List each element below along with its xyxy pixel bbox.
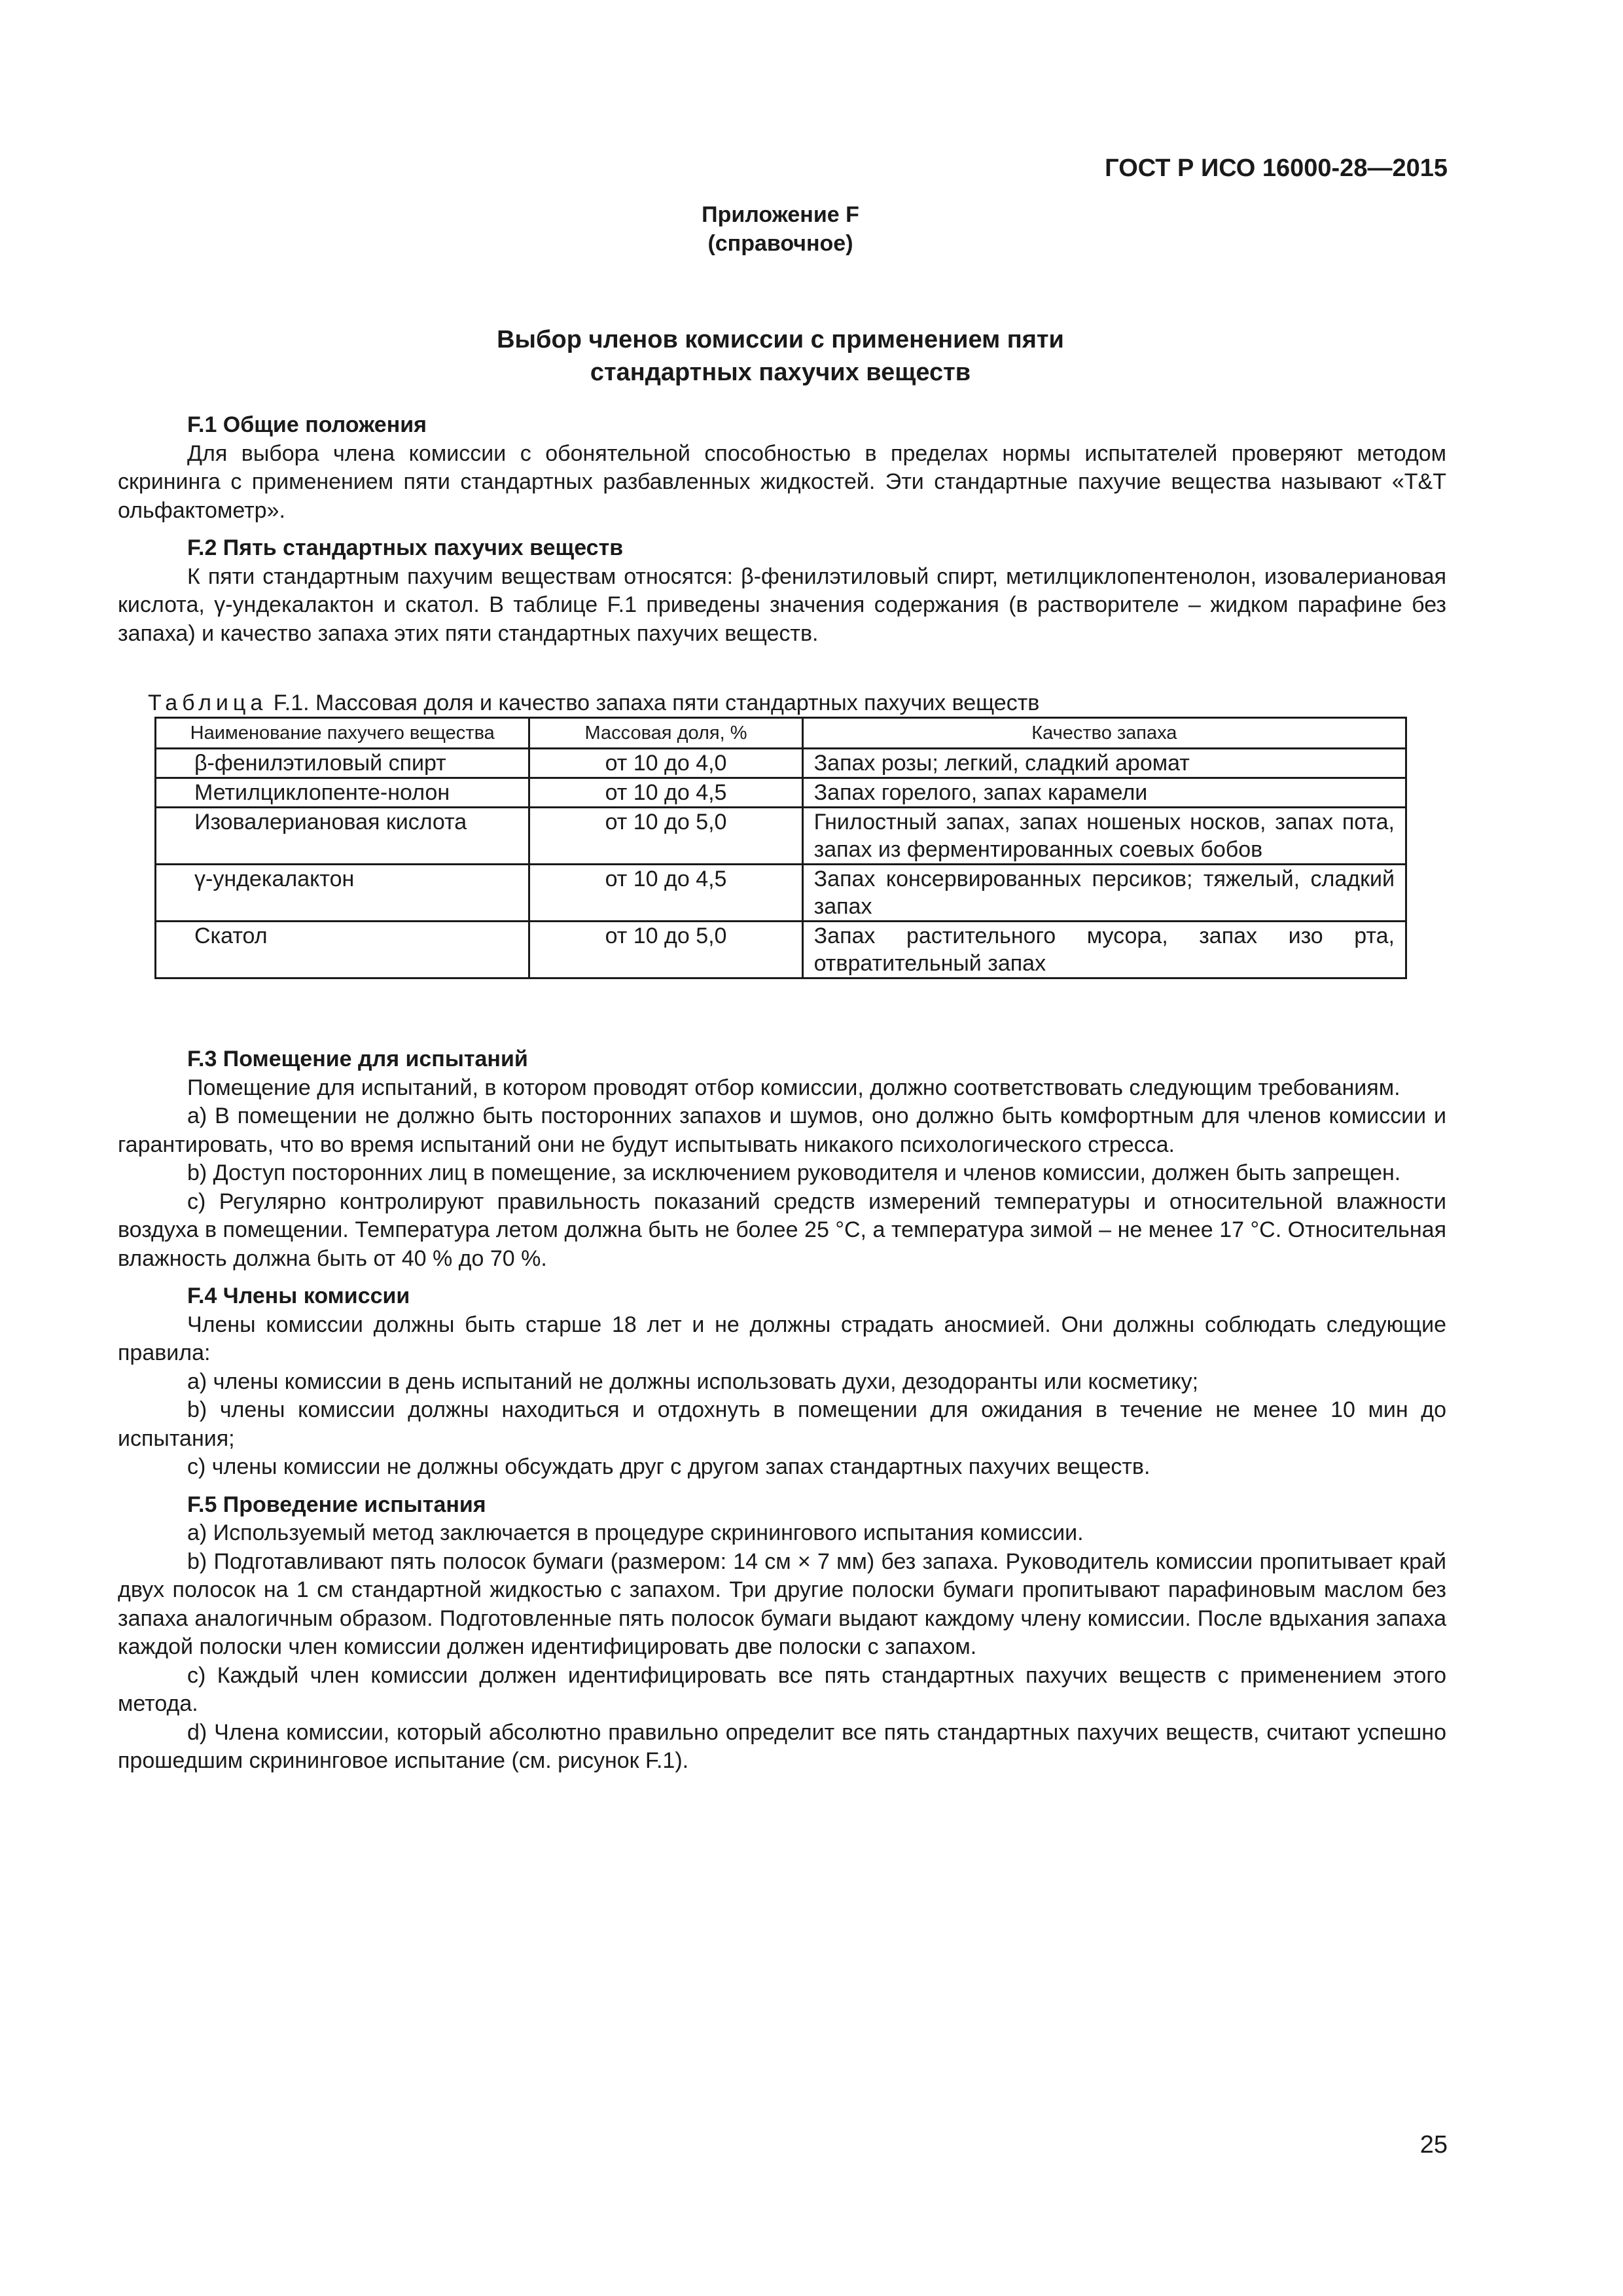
table-cell-fraction: от 10 до 4,0 bbox=[529, 749, 802, 778]
table-cell-name: β-фенилэтиловый спирт bbox=[156, 749, 529, 778]
table-caption-label: Таблица bbox=[148, 691, 268, 715]
section-f5-item-b: b) Подготавливают пять полосок бумаги (размером: 14 см × 7 мм) без запаха. Руководитель комиссии пропитывает край двух полосок на 1 см стандартной жидкостью с запахом. Три другие полоски бумаги пропитывают парафиновым маслом без запаха аналогичным образом. Подготовленные пять полосок бумаги выдают каждому члену комиссии. После вдыхания запаха каждой полоски член комиссии должен идентифицировать две полоски с запахом. bbox=[118, 1549, 1446, 1659]
table-cell-name: Скатол bbox=[156, 922, 529, 978]
title-line-2: стандартных пахучих веществ bbox=[590, 359, 971, 386]
table-row bbox=[156, 778, 1406, 808]
table-cell-name: Метилциклопенте-нолон bbox=[156, 778, 529, 808]
section-f3-f5 bbox=[118, 1045, 1446, 1776]
table-cell-quality: Гнилостный запах, запах ношеных носков, запах пота, запах из ферментированных соевых бобов bbox=[802, 808, 1406, 865]
table-caption bbox=[148, 690, 1039, 716]
page-number: 25 bbox=[1419, 2131, 1448, 2159]
section-f5-item-a: a) Используемый метод заключается в процедуре скринингового испытания комиссии. bbox=[187, 1520, 1084, 1545]
appendix-subtitle: (справочное) bbox=[707, 231, 853, 256]
table-cell-fraction: от 10 до 5,0 bbox=[529, 922, 802, 978]
section-f2-heading: F.2 Пять стандартных пахучих веществ bbox=[187, 535, 624, 560]
section-f5-item-c: c) Каждый член комиссии должен идентифицировать все пять стандартных пахучих веществ с применением этого метода. bbox=[118, 1662, 1446, 1716]
section-f4-item-b: b) члены комиссии должны находиться и отдохнуть в помещении для ожидания в течение не менее 10 мин до испытания; bbox=[118, 1397, 1446, 1451]
table-header-row bbox=[156, 718, 1406, 749]
table-caption-text: F.1. Массовая доля и качество запаха пяти стандартных пахучих веществ bbox=[267, 691, 1040, 715]
section-f3-item-b: b) Доступ посторонних лиц в помещение, за исключением руководителя и членов комиссии, должен быть запрещен. bbox=[187, 1160, 1401, 1185]
table-row bbox=[156, 808, 1406, 865]
section-f1-paragraph: Для выбора члена комиссии с обонятельной способностью в пределах нормы испытателей проверяют методом скрининга с применением пяти стандартных разбавленных жидкостей. Эти стандартные пахучие вещества называют «T&T ольфактометр». bbox=[118, 440, 1446, 523]
table-cell-quality: Запах розы; легкий, сладкий аромат bbox=[802, 749, 1406, 778]
section-f5-item-d: d) Члена комиссии, который абсолютно правильно определит все пять стандартных пахучих веществ, считают успешно прошедшим скрининговое испытание (см. рисунок F.1). bbox=[118, 1719, 1446, 1773]
table-cell-quality: Запах растительного мусора, запах изо рта, отвратительный запах bbox=[802, 922, 1406, 978]
table-cell-quality: Запах консервированных персиков; тяжелый, сладкий запах bbox=[802, 865, 1406, 922]
table-row bbox=[156, 865, 1406, 922]
table-row bbox=[156, 922, 1406, 978]
table-header-cell: Наименование пахучего вещества bbox=[156, 718, 529, 749]
table-header-cell: Массовая доля, % bbox=[529, 718, 802, 749]
section-f4-paragraph: Члены комиссии должны быть старше 18 лет и не должны страдать аносмией. Они должны соблюдать следующие правила: bbox=[118, 1312, 1446, 1365]
document-title bbox=[0, 323, 1561, 389]
table-cell-name: Изовалериановая кислота bbox=[156, 808, 529, 865]
table-cell-name: γ-ундекалактон bbox=[156, 865, 529, 922]
table-cell-fraction: от 10 до 4,5 bbox=[529, 778, 802, 808]
table-cell-fraction: от 10 до 5,0 bbox=[529, 808, 802, 865]
section-f3-paragraph: Помещение для испытаний, в котором проводят отбор комиссии, должно соответствовать следующим требованиям. bbox=[187, 1075, 1400, 1100]
title-line-1: Выбор членов комиссии с применением пяти bbox=[497, 326, 1064, 353]
standard-number: ГОСТ Р ИСО 16000-28—2015 bbox=[1105, 154, 1448, 182]
section-f3-heading: F.3 Помещение для испытаний bbox=[187, 1047, 528, 1071]
table-row bbox=[156, 749, 1406, 778]
section-f2-paragraph: К пяти стандартным пахучим веществам относятся: β-фенилэтиловый спирт, метилциклопентенолон, изовалериановая кислота, γ-ундекалактон и скатол. В таблице F.1 приведены значения содержания (в растворителе – жидком парафине без запаха) и качество запаха этих пяти стандартных пахучих веществ. bbox=[118, 564, 1446, 646]
section-f1-heading: F.1 Общие положения bbox=[187, 412, 427, 437]
section-f4-heading: F.4 Члены комиссии bbox=[187, 1283, 410, 1308]
section-f4-item-c: c) члены комиссии не должны обсуждать друг с другом запах стандартных пахучих веществ. bbox=[187, 1454, 1150, 1479]
table-cell-quality: Запах горелого, запах карамели bbox=[802, 778, 1406, 808]
table-cell-fraction: от 10 до 4,5 bbox=[529, 865, 802, 922]
section-f3-item-a: a) В помещении не должно быть посторонних запахов и шумов, оно должно быть комфортным для членов комиссии и гарантировать, что во время испытаний они не будут испытывать никакого психологического стресса. bbox=[118, 1103, 1446, 1157]
section-f4-item-a: a) члены комиссии в день испытаний не должны использовать духи, дезодоранты или косметику; bbox=[187, 1369, 1199, 1394]
section-f5-heading: F.5 Проведение испытания bbox=[187, 1492, 486, 1517]
section-f1-f2 bbox=[118, 411, 1446, 648]
table-header-cell: Качество запаха bbox=[802, 718, 1406, 749]
section-f3-item-c: c) Регулярно контролируют правильность показаний средств измерений температуры и относительной влажности воздуха в помещении. Температура летом должна быть не более 25 °C, а температура зимой – не менее 17 °C. Относительная влажность должна быть от 40 % до 70 %. bbox=[118, 1189, 1446, 1271]
odorants-table bbox=[154, 717, 1407, 979]
appendix-title: Приложение F bbox=[702, 202, 859, 227]
